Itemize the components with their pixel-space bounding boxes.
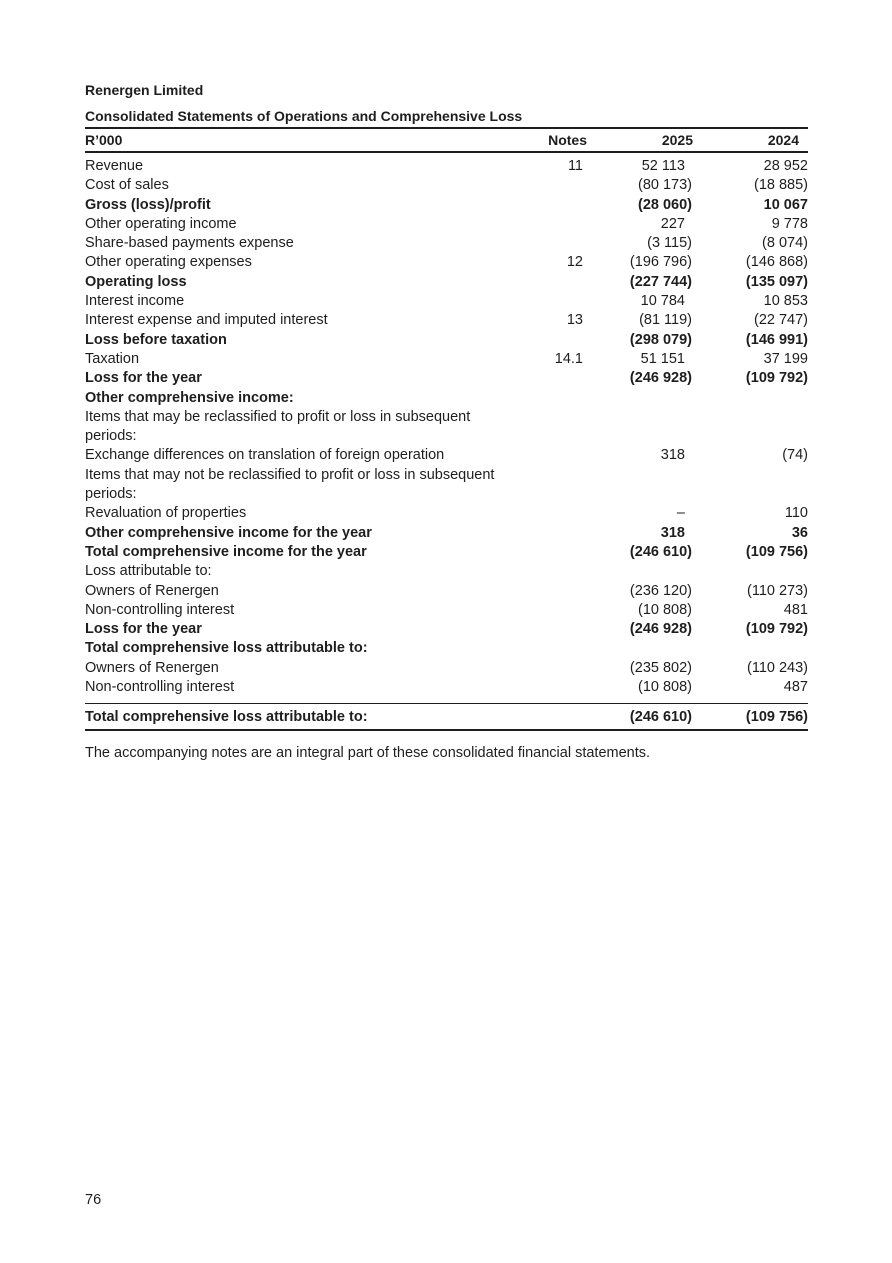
row-label: Share-based payments expense: [85, 235, 294, 252]
row-value-2024: (110 273): [747, 582, 808, 599]
row-label: Other comprehensive income for the year: [85, 524, 372, 541]
table-row: [85, 176, 808, 195]
row-value-2025: (80 173): [637, 177, 692, 194]
table-row: [85, 446, 808, 465]
row-label: Exchange differences on translation of foreign operation: [85, 447, 445, 464]
row-label: Loss attributable to:: [85, 563, 212, 580]
row-value-2025: (236 120): [629, 582, 692, 599]
row-value-2024: 37 199: [763, 350, 808, 367]
statement-page: [85, 80, 808, 763]
row-label: Revenue: [85, 158, 144, 174]
row-value-2025: 51 151: [640, 350, 685, 367]
row-value-2025: 227: [660, 215, 685, 232]
row-label: Owners of Renergen: [85, 659, 219, 676]
header-notes: Notes: [548, 132, 587, 148]
row-label: Gross (loss)/profit: [85, 196, 211, 213]
row-value-2024: (146 868): [745, 254, 808, 271]
row-value-2025: 52 113: [641, 158, 685, 174]
header-year-2025: 2025: [661, 132, 693, 148]
row-value-2025: (235 802): [629, 659, 692, 676]
row-note: 14.1: [554, 350, 583, 367]
total-label: Total comprehensive loss attributable to:: [85, 708, 368, 725]
row-label: Interest income: [85, 293, 185, 310]
row-value-2024: (18 885): [753, 177, 808, 194]
table-row: [85, 678, 808, 697]
row-label: Interest expense and imputed interest: [85, 312, 328, 329]
table-row: [85, 408, 808, 447]
table-row: [85, 639, 808, 658]
table-row: [85, 273, 808, 292]
row-value-2024: 481: [783, 601, 808, 618]
table-row: [85, 311, 808, 330]
table-row: [85, 562, 808, 581]
table-row: [85, 659, 808, 678]
table-row: [85, 601, 808, 620]
total-row: [85, 703, 808, 731]
row-label: Operating loss: [85, 273, 187, 290]
table-body: [85, 153, 808, 697]
row-label: Total comprehensive loss attributable to:: [85, 640, 368, 657]
table-row: [85, 620, 808, 639]
table-row: [85, 582, 808, 601]
row-label: Revaluation of properties: [85, 505, 247, 522]
row-label: Items that may not be reclassified to profit or loss in subsequent periods:: [85, 466, 495, 503]
row-value-2024: 487: [783, 679, 808, 696]
row-note: 13: [566, 312, 583, 329]
row-label: Total comprehensive income for the year: [85, 543, 367, 560]
row-value-2025: 318: [660, 447, 685, 464]
row-value-2024: 110: [784, 505, 808, 522]
table-row: [85, 157, 808, 176]
row-value-2025: (10 808): [637, 679, 692, 696]
row-value-2024: (109 792): [745, 621, 808, 638]
table-row: [85, 466, 808, 505]
total-2024: (109 756): [745, 708, 808, 725]
row-value-2025: (246 928): [629, 621, 692, 638]
row-label: Items that may be reclassified to profit or loss in subsequent periods:: [85, 408, 471, 445]
table-row: [85, 253, 808, 272]
row-value-2024: (135 097): [745, 273, 808, 290]
row-value-2025: (298 079): [629, 331, 692, 348]
row-value-2025: (227 744): [629, 273, 692, 290]
row-value-2024: (8 074): [762, 235, 808, 252]
table-row: [85, 234, 808, 253]
row-label: Cost of sales: [85, 177, 169, 194]
table-row: [85, 389, 808, 408]
table-row: [85, 196, 808, 215]
table-row: [85, 543, 808, 562]
table-row: [85, 350, 808, 369]
row-value-2024: 10 067: [763, 196, 808, 213]
row-label: Non-controlling interest: [85, 601, 235, 618]
row-value-2024: (109 792): [745, 370, 808, 387]
row-label: Other comprehensive income:: [85, 389, 294, 406]
page-number: 76: [85, 1192, 102, 1208]
row-value-2025: (10 808): [637, 601, 692, 618]
row-value-2025: 10 784: [640, 293, 685, 310]
header-year-2024: 2024: [767, 132, 799, 148]
row-value-2025: (246 928): [629, 370, 692, 387]
row-value-2024: (110 243): [747, 659, 808, 676]
row-value-2024: 9 778: [771, 215, 808, 232]
row-value-2025: (246 610): [629, 543, 692, 560]
company-name: Renergen Limited: [85, 82, 204, 98]
row-value-2024: (22 747): [753, 312, 808, 329]
row-value-2025: (28 060): [637, 196, 692, 213]
row-label: Other operating income: [85, 215, 237, 232]
row-note: 12: [566, 254, 583, 271]
row-value-2025: (81 119): [639, 312, 692, 329]
table-row: [85, 369, 808, 388]
table-header: [85, 127, 808, 153]
row-label: Non-controlling interest: [85, 679, 235, 696]
table-row: [85, 331, 808, 350]
row-value-2025: 318: [660, 524, 685, 541]
row-value-2024: 10 853: [763, 293, 808, 310]
row-label: Owners of Renergen: [85, 582, 219, 599]
row-label: Loss before taxation: [85, 331, 227, 348]
table-row: [85, 215, 808, 234]
footnote: The accompanying notes are an integral part of these consolidated financial statements.: [85, 745, 651, 762]
row-label: Taxation: [85, 350, 140, 367]
row-note: 11: [567, 158, 583, 174]
row-value-2024: 28 952: [763, 158, 808, 174]
row-value-2025: (196 796): [629, 254, 692, 271]
row-label: Other operating expenses: [85, 254, 252, 271]
row-value-2024: (146 991): [745, 331, 808, 348]
row-value-2025: –: [676, 505, 685, 522]
table-row: [85, 292, 808, 311]
total-2025: (246 610): [629, 708, 692, 725]
statement-title: Consolidated Statements of Operations and Comprehensive Loss: [85, 108, 523, 124]
row-value-2024: (109 756): [745, 543, 808, 560]
table-row: [85, 524, 808, 543]
row-value-2024: 36: [791, 524, 808, 541]
row-value-2025: (3 115): [647, 235, 692, 252]
row-label: Loss for the year: [85, 370, 202, 387]
row-value-2024: (74): [782, 447, 808, 464]
row-label: Loss for the year: [85, 621, 202, 638]
header-currency-label: R’000: [85, 132, 123, 148]
table-row: [85, 504, 808, 523]
